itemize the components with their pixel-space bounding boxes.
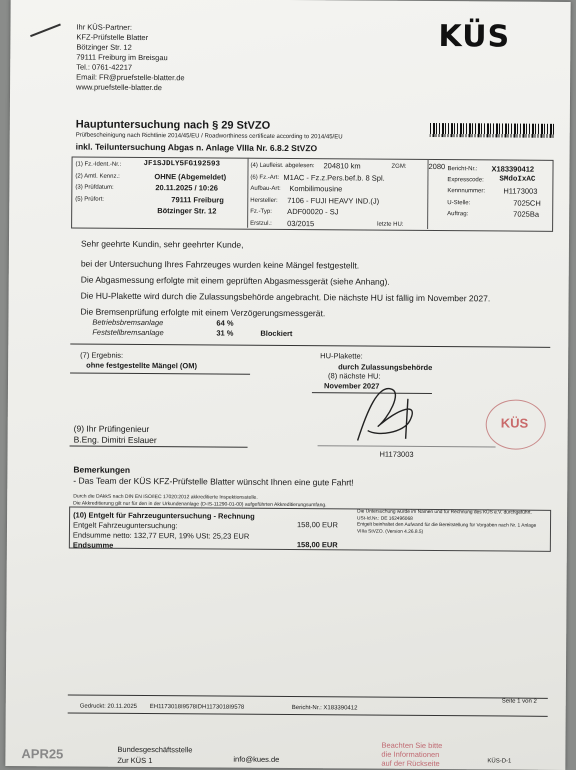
footer-office-2: Zur KÜS 1 — [117, 755, 153, 766]
invoice-line-1-value: 158,00 EUR — [296, 520, 338, 530]
footer-bericht: Bericht-Nr.: X183390412 — [291, 705, 358, 712]
invoice-heading: (10) Entgelt für Fahrzeuguntersuchung - Rechnung — [73, 510, 255, 521]
datum-label: (3) Prüfdatum: — [75, 184, 114, 191]
inspector-stamp — [486, 399, 546, 449]
partner-web: www.pruefstelle-blatter.de — [76, 82, 162, 93]
partner-line1: Ihr KÜS-Partner: — [76, 22, 132, 32]
paragraph-1: bei der Untersuchung Ihres Fahrzeuges wurden keine Mängel festgestellt. — [80, 258, 360, 271]
footer-email: info@kues.de — [233, 754, 280, 764]
ustelle-value: 7025CH — [513, 198, 541, 208]
footer-back-note — [381, 741, 442, 768]
invoice-line-2: Endsumme netto: 132,77 EUR, 19% USt: 25,23 EUR — [72, 530, 250, 541]
next-hu-value: November 2027 — [323, 381, 380, 391]
datum-value: 20.11.2025 / 10:26 — [155, 183, 218, 193]
aufbau-value: Kombilimousine — [289, 184, 343, 194]
plakette-value: durch Zulassungsbehörde — [338, 362, 433, 373]
footer-back-1: Beachten Sie bitte — [381, 740, 443, 751]
laufleistung-label: (4) Laufleist. abgelesen: — [250, 162, 315, 170]
result-label: (7) Ergebnis: — [80, 350, 124, 360]
inspector-name: B.Eng. Dimitri Eslauer — [73, 434, 157, 446]
footer-form: KÜS-D-1 — [487, 758, 512, 765]
remarks-heading: Bemerkungen — [73, 464, 131, 475]
kenn-value: H1173003 — [503, 186, 538, 196]
paragraph-4: Die Bremsenprüfung erfolgte mit einem Verzögerungsmessgerät. — [80, 306, 326, 319]
invoice-note-3: Entgelt beinhaltet den Aufwand für die Bereitstellung für Vorgaben nach Nr. 1 Anlage — [356, 522, 537, 529]
brake-1-value: 64 % — [216, 318, 234, 328]
brake-1-label: Betriebsbremsanlage — [92, 317, 164, 328]
footer-printed: Gedruckt: 20.11.2025 — [79, 703, 138, 710]
inspector-label: (9) Ihr Prüfingenieur — [73, 423, 150, 435]
auftrag-value: 7025Ba — [513, 209, 540, 219]
pen-mark-icon — [28, 20, 64, 40]
plakette-label: HU-Plakette: — [320, 351, 363, 361]
footer-apr: APR25 — [21, 746, 64, 762]
page-subtitle: Prüfbescheinigung nach Richtlinie 2014/45/EU / Roadworthiness certificate according to 2014/45/EU — [75, 132, 343, 141]
partner-email: Email: FR@pruefstelle-blatter.de — [76, 72, 185, 83]
kues-logo: KÜS — [438, 19, 511, 55]
ustelle-label: U-Stelle: — [447, 200, 471, 207]
express-value: SMdoIxAC — [499, 175, 536, 184]
partner-address — [76, 23, 185, 94]
aufbau-label: Aufbau-Art: — [250, 185, 281, 192]
fztyp-value: ADF00020 - SJ — [287, 206, 339, 217]
kennz-label: (2) Amtl. Kennz.: — [75, 173, 120, 180]
partner-phone: Tel.: 0761-42217 — [76, 62, 133, 72]
fztyp-label: Fz.-Typ: — [250, 208, 272, 215]
auftrag-label: Auftrag: — [447, 211, 469, 218]
bericht-value: X183390412 — [491, 164, 535, 174]
stamp-text: KÜS — [500, 415, 529, 431]
partner-line2: KFZ-Prüfstelle Blatter — [76, 32, 149, 43]
fin-value: JF1SJDLY5FG192593 — [143, 159, 221, 169]
brake-2-label: Feststellbremsanlage — [92, 327, 164, 338]
express-label: Expresscode: — [447, 177, 484, 184]
invoice-line-3-value: 158,00 EUR — [296, 540, 338, 550]
footer-office-1: Bundesgeschäftsstelle — [117, 744, 193, 755]
greeting: Sehr geehrte Kundin, sehr geehrter Kunde, — [80, 238, 244, 250]
result-value: ohne festgestellte Mängel (OM) — [86, 360, 198, 371]
bericht-label: Bericht-Nr.: — [447, 166, 478, 173]
inspector-id: H1173003 — [379, 449, 414, 459]
fzart-label: (6) Fz.-Art: — [250, 174, 280, 181]
invoice-note-4: VIIIa StVZO. (Version 4.26.8.5) — [356, 528, 424, 535]
next-hu-label: (8) nächste HU: — [328, 371, 381, 381]
footer-page: Seite 1 von 2 — [501, 698, 537, 705]
pruefort-label: (5) Prüfort: — [75, 196, 104, 203]
page-title: Hauptuntersuchung nach § 29 StVZO — [75, 118, 271, 132]
letzte-hu-label: letzte HU: — [377, 221, 404, 228]
remarks-text: - Das Team der KÜS KFZ-Prüfstelle Blatter wünscht Ihnen eine gute Fahrt! — [73, 475, 354, 488]
partner-line4: 79111 Freiburg im Breisgau — [76, 52, 168, 63]
barcode — [430, 123, 555, 138]
certificate-page — [5, 0, 570, 770]
signature-icon — [348, 378, 428, 449]
paragraph-2: Die Abgasmessung erfolgte mit einem geprüften Abgasmessgerät (siehe Anhang). — [80, 274, 390, 287]
partner-line3: Bötzinger Str. 12 — [76, 42, 132, 52]
invoice-line-3: Endsumme — [72, 540, 114, 550]
accred-line-1: Durch die DAkkS nach DIN EN ISO/IEC 17020:2012 akkreditierte Inspektionsstelle. — [73, 493, 258, 501]
footer-back-3: auf der Rückseite — [381, 758, 440, 769]
invoice-line-1: Entgelt Fahrzeuguntersuchung: — [72, 520, 178, 531]
accred-line-2: Die Akkreditierung gilt nur für den in der Urkundenanlage (D-IS-11290-01-00) aufgeführten Akkreditierungsumfang. — [73, 500, 327, 509]
invoice-note-1: Die Untersuchung wurde im Namen und für Rechnung des KÜS e.V. durchgeführt. — [357, 509, 532, 516]
pruefort-value-1: 79111 Freiburg — [171, 195, 224, 205]
erstzul-value: 03/2015 — [287, 218, 315, 229]
fzart-value: M1AC - Fz.z.Pers.bef.b. 8 Spl. — [283, 172, 385, 183]
brake-2-value: 31 % — [216, 328, 234, 338]
invoice-notes — [357, 509, 536, 536]
hersteller-label: Hersteller: — [250, 197, 278, 204]
fin-label: (1) Fz.-Ident.-Nr.: — [75, 161, 122, 168]
kenn-label: Kennnummer: — [447, 188, 486, 195]
paragraph-3: Die HU-Plakette wird durch die Zulassungsbehörde angebracht. Die nächste HU ist fällig im November 2027. — [80, 290, 491, 304]
invoice-note-2: USt-Id.Nr.: DE 162496068 — [357, 515, 413, 522]
footer-code: EH1173018I9578IDH1173018I9578 — [149, 704, 245, 711]
erstzul-label: Erstzul.: — [250, 220, 272, 227]
laufleistung-value: 204810 km — [323, 161, 361, 171]
hersteller-value: 7106 - FUJI HEAVY IND.(J) — [287, 195, 380, 206]
zgm-label: ZGM: — [391, 163, 407, 170]
kennz-value: OHNE (Abgemeldet) — [154, 172, 227, 182]
brake-2-note: Blockiert — [260, 328, 293, 339]
page-subtitle-2: inkl. Teiluntersuchung Abgas n. Anlage VIIIa Nr. 6.8.2 StVZO — [75, 141, 318, 154]
pruefort-value-2: Bötzinger Str. 12 — [157, 206, 217, 216]
zgm-value: 2080 — [428, 161, 446, 172]
footer-back-2: die Informationen — [381, 749, 440, 760]
